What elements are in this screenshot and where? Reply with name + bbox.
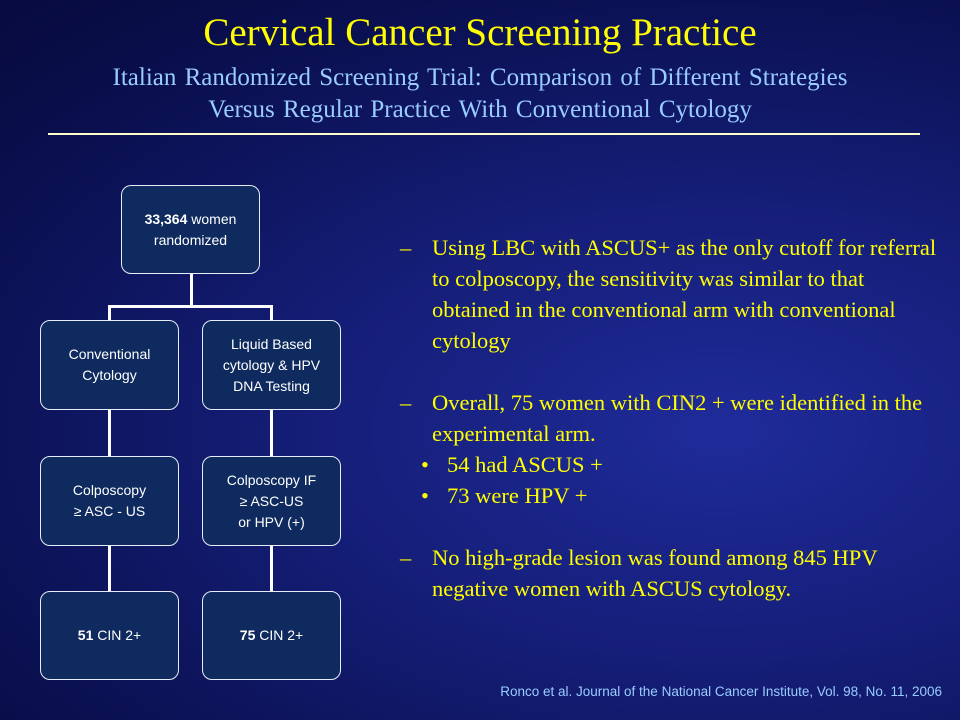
subtitle-line-1: Italian Randomized Screening Trial: Comparison of Different Strategies [112, 64, 848, 91]
connector-left-referral-outcome [108, 545, 111, 592]
box-right-outcome [202, 591, 341, 680]
connector-right-referral-outcome [270, 545, 273, 592]
sub-bullet-text: 54 had ASCUS + [447, 452, 603, 477]
connector-root-down [190, 273, 193, 306]
subtitle-line-2: Versus Regular Practice With Conventional Cytology [208, 96, 752, 123]
finding-text: No high-grade lesion was found among 845 HPV negative women with ASCUS cytology. [432, 545, 878, 601]
citation: Ronco et al. Journal of the National Cancer Institute, Vol. 98, No. 11, 2006 [500, 684, 942, 699]
finding-text: Overall, 75 women with CIN2 + were identified in the experimental arm. [432, 390, 923, 446]
sub-bullet [400, 480, 940, 511]
bullet-dot: • [421, 452, 429, 477]
connector-horizontal [108, 305, 273, 308]
dash-marker: – [400, 235, 412, 260]
right-outcome-count: 75 [239, 627, 256, 643]
box-right-colposcopy [202, 456, 341, 546]
connector-left-down [108, 305, 111, 321]
right-outcome-label: CIN 2+ [255, 627, 304, 643]
box-lbc-hpv [202, 320, 341, 410]
dash-marker: – [400, 545, 412, 570]
left-outcome-label: CIN 2+ [93, 627, 142, 643]
connector-right-down [270, 305, 273, 321]
randomized-label: women randomized [153, 210, 237, 248]
box-left-colposcopy [40, 456, 179, 546]
sub-bullet [400, 449, 940, 480]
bullet-dot: • [421, 483, 429, 508]
connector-right-arm-referral [270, 409, 273, 457]
lbc-hpv-label: Liquid Based cytology & HPV DNA Testing [222, 335, 321, 394]
finding-item [400, 232, 940, 356]
finding-item [400, 542, 940, 604]
slide-title: Cervical Cancer Screening Practice [203, 11, 757, 54]
sub-bullet-text: 73 were HPV + [447, 483, 588, 508]
dash-marker: – [400, 390, 412, 415]
left-colposcopy-label: Colposcopy ≥ ASC - US [72, 482, 147, 519]
slide-subtitle [0, 62, 960, 126]
box-randomized [121, 185, 260, 274]
randomized-count: 33,364 [144, 210, 188, 227]
finding-item [400, 387, 940, 511]
title-divider [48, 133, 920, 135]
box-conventional-cytology [40, 320, 179, 410]
findings-list [400, 232, 940, 635]
connector-left-arm-referral [108, 409, 111, 457]
left-outcome-count: 51 [77, 627, 94, 643]
right-colposcopy-label: Colposcopy IF ≥ ASC-US or HPV (+) [226, 471, 317, 530]
conventional-cytology-label: Conventional Cytology [68, 346, 151, 383]
finding-text: Using LBC with ASCUS+ as the only cutoff for referral to colposcopy, the sensitivity was similar to that obtained in the conventional arm with conventional cytology [432, 235, 937, 353]
box-left-outcome [40, 591, 179, 680]
